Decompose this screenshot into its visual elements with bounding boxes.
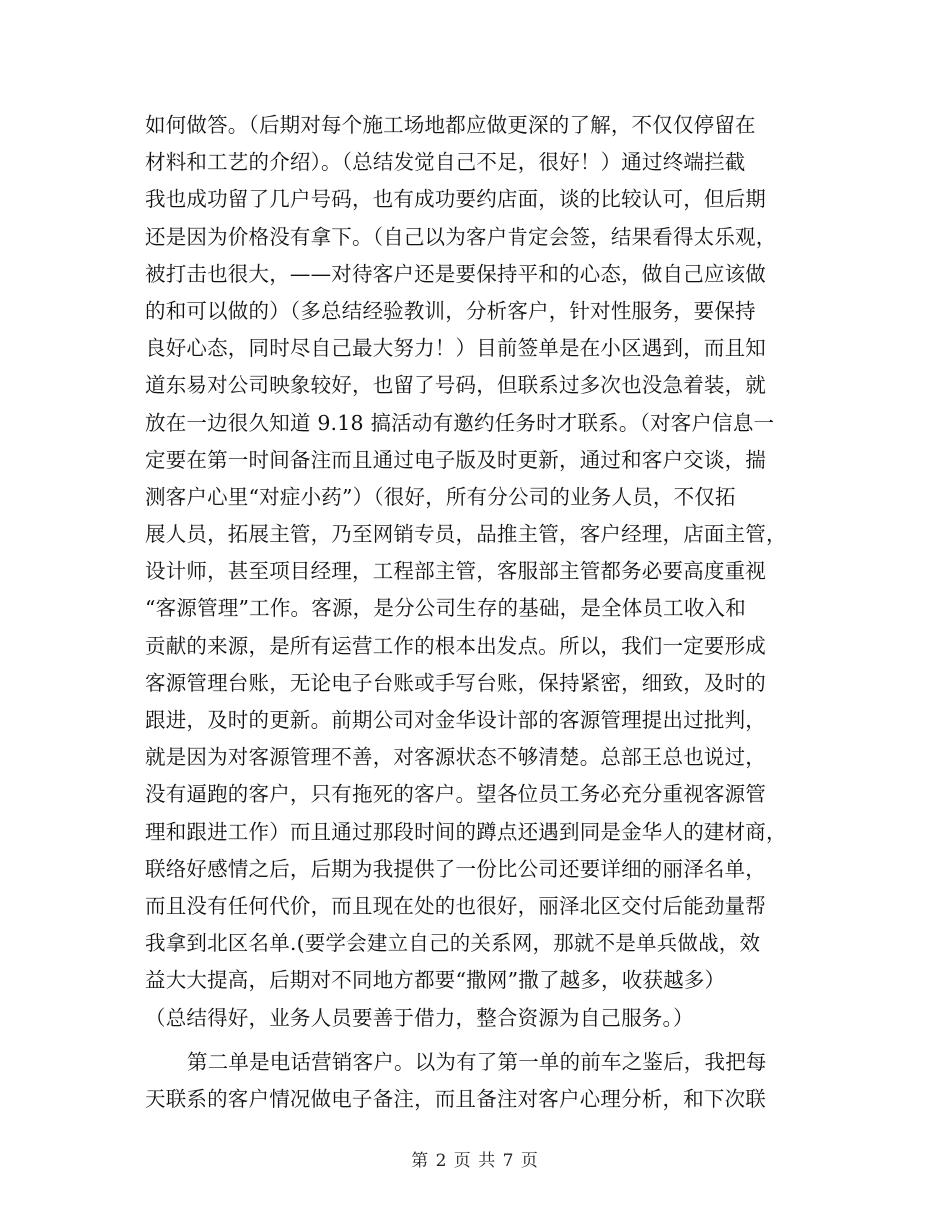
text-line: 的和可以做的）（多总结经验教训，分析客户，针对性服务，要保持 <box>145 298 756 323</box>
text-line: 理和跟进工作）而且通过那段时间的蹲点还遇到同是金华人的建材商， <box>145 819 787 844</box>
text-line: 定要在第一时间备注而且通过电子版及时更新，通过和客户交谈，揣 <box>145 447 766 472</box>
text-line: 我拿到北区名单.(要学会建立自己的关系网，那就不是单兵做战，效 <box>145 931 761 956</box>
text-line: 良好心态，同时尽自己最大努力！）目前签单是在小区遇到，而且知 <box>145 336 766 361</box>
text-line: （总结得好，业务人员要善于借力，整合资源为自己服务。） <box>145 1005 694 1030</box>
text-line: 客源管理台账，无论电子台账或手写台账，保持紧密，细致，及时的 <box>145 670 766 695</box>
text-line: 放在一边很久知道 9.18 搞活动有邀约任务时才联系。（对客户信息一 <box>145 410 775 435</box>
text-line: 就是因为对客源管理不善，对客源状态不够清楚。总部王总也说过， <box>145 745 766 770</box>
text-line: 测客户心里“对症小药”）（很好，所有分公司的业务人员，不仅拓 <box>145 484 736 509</box>
text-line: 贡献的来源，是所有运营工作的根本出发点。所以，我们一定要形成 <box>145 633 766 658</box>
text-line: 而且没有任何代价，而且现在处的也很好，丽泽北区交付后能劲量帮 <box>145 893 766 918</box>
document-body <box>145 107 805 1118</box>
paragraph-2 <box>145 1044 805 1118</box>
text-line: 被打击也很大，——对待客户还是要保持平和的心态，做自己应该做 <box>145 261 766 286</box>
text-line: 还是因为价格没有拿下。（自己以为客户肯定会签，结果看得太乐观， <box>145 224 777 249</box>
text-line: 跟进，及时的更新。前期公司对金华设计部的客源管理提出过批判， <box>145 708 766 732</box>
text-line: 道东易对公司映象较好，也留了号码，但联系过多次也没急着装，就 <box>145 373 766 398</box>
paragraph-1 <box>145 107 805 1037</box>
text-line: 益大大提高，后期对不同地方都要“撒网”撒了越多，收获越多） <box>145 968 726 993</box>
text-line: 第二单是电话营销客户。以为有了第一单的前车之鉴后，我把每 <box>187 1049 767 1074</box>
text-line: 联络好感情之后，后期为我提供了一份比公司还要详细的丽泽名单， <box>145 856 766 881</box>
text-line: 没有逼跑的客户，只有拖死的客户。望各位员工务必充分重视客源管 <box>145 782 766 807</box>
text-line: 天联系的客户情况做电子备注，而且备注对客户心理分析，和下次联 <box>145 1086 766 1111</box>
text-line: 设计师，甚至项目经理，工程部主管，客服部主管都务必要高度重视 <box>145 559 766 584</box>
text-line: 展人员，拓展主管，乃至网销专员，品推主管，客户经理，店面主管， <box>145 522 787 547</box>
text-line: 如何做答。（后期对每个施工场地都应做更深的了解，不仅仅停留在 <box>145 113 756 137</box>
text-line: 我也成功留了几户号码，也有成功要约店面，谈的比较认可，但后期 <box>145 187 766 212</box>
text-line: 材料和工艺的介绍）。（总结发觉自己不足，很好！）通过终端拦截 <box>145 150 746 175</box>
page-number-footer: 第 2 页 共 7 页 <box>411 1151 539 1171</box>
text-line: “客源管理”工作。客源，是分公司生存的基础，是全体员工收入和 <box>145 596 746 621</box>
